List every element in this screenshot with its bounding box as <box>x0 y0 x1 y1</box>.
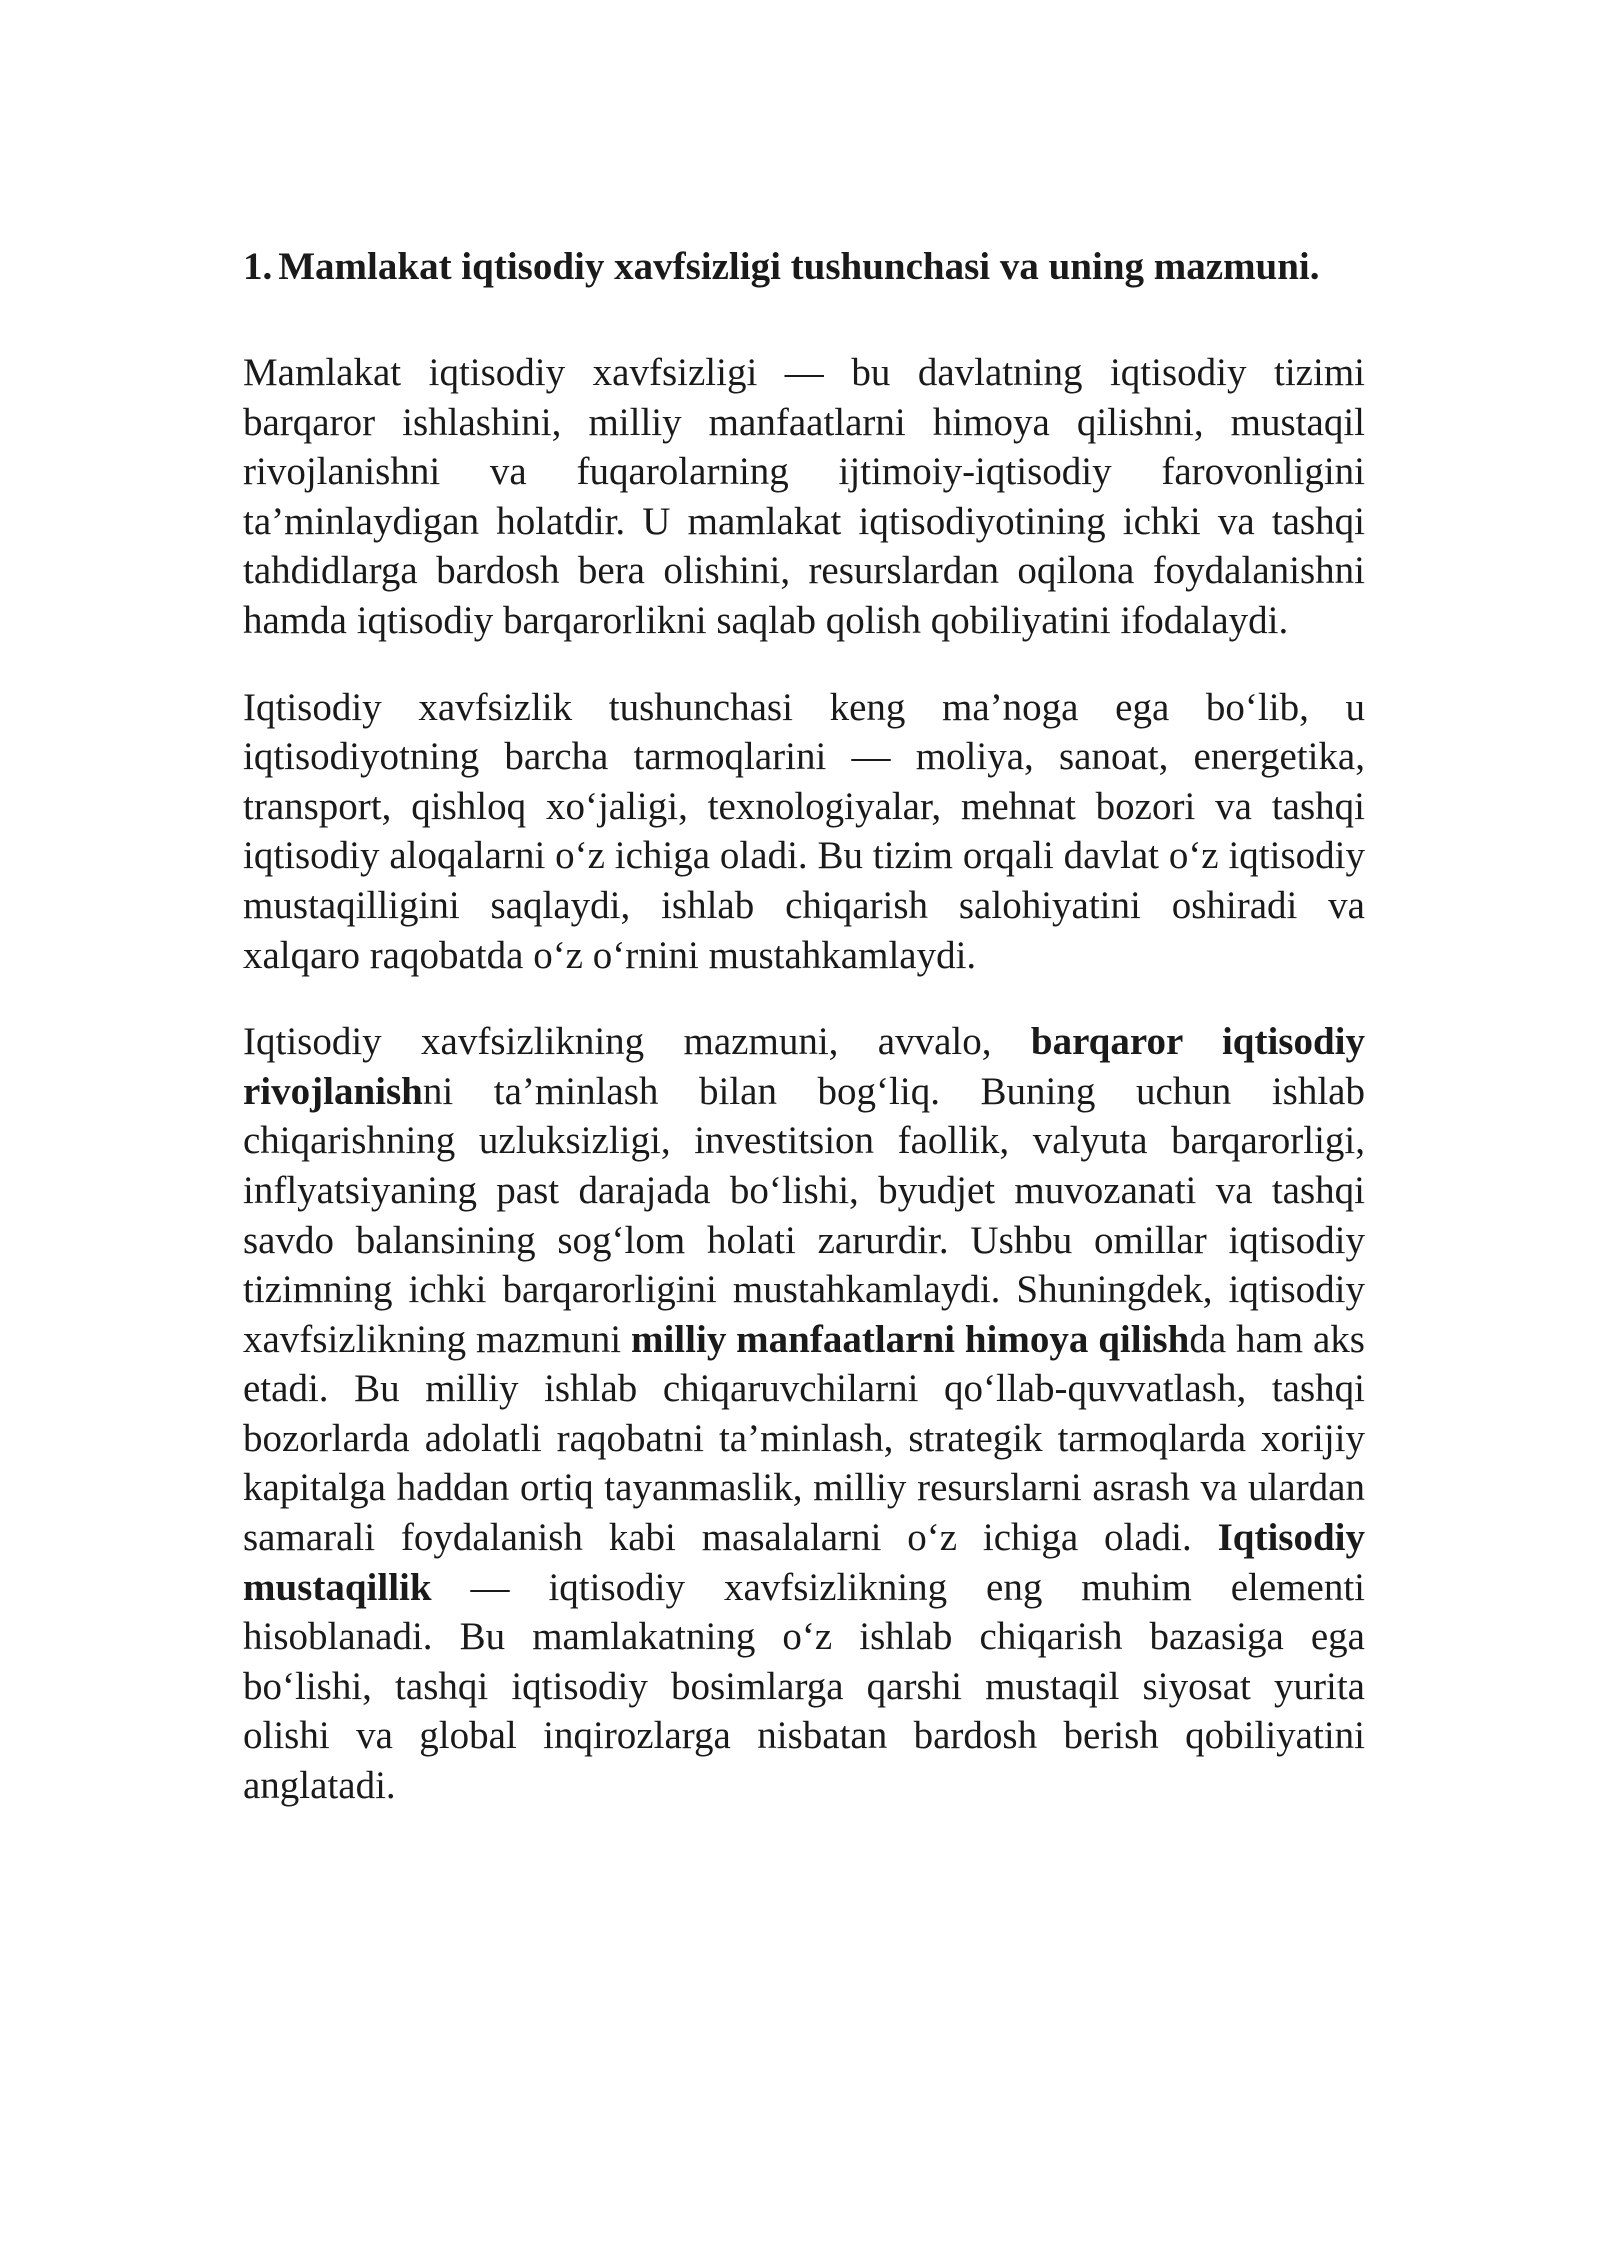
section-number: 1. <box>243 245 273 288</box>
section-title: Mamlakat iqtisodiy xavfsizligi tushunchasi va uning mazmuni. <box>278 245 1320 288</box>
paragraph-definition: Mamlakat iqtisodiy xavfsizligi — bu davlatning iqtisodiy tizimi barqaror ishlashini, milliy manfaatlarni himoya qilishni, mustaqil rivojlanishni va fuqarolarning ijtimoiy-iqtisodiy farovonligini ta’minlaydigan holatdir. U mamlakat iqtisodiyotining ichki va tashqi tahdidlarga bardosh bera olishini, resurslardan oqilona foydalanishni hamda iqtisodiy barqarorlikni saqlab qolish qobiliyatini ifodalaydi. <box>243 351 1365 642</box>
text-run: Iqtisodiy xavfsizlikning mazmuni, avvalo, <box>243 1020 1031 1064</box>
text-run: ni ta’minlash bilan bog‘liq. Buning uchun ishlab chiqarishning uzluksizligi, investitsion faollik, valyuta barqarorligi, inflyatsiyaning past darajada bo‘lishi, byudjet muvozanati va tashqi savdo balansining sog‘lom holati zarurdir. Ushbu omillar iqtisodiy tizimning ichki barqarorligini mustahkamlaydi. Shuningdek, iqtisodiy xavfsizlikning mazmuni <box>243 1069 1365 1361</box>
text-run: — iqtisodiy xavfsizlikning eng muhim elementi hisoblanadi. Bu mamlakatning o‘z ishlab chiqarish bazasiga ega bo‘lishi, tashqi iqtisodiy bosimlarga qarshi mustaqil siyosat yurita olishi va global inqirozlarga nisbatan bardosh berish qobiliyatini anglatadi. <box>243 1565 1365 1808</box>
section-heading <box>243 242 1365 292</box>
bold-term-national-interests: milliy manfaatlarni himoya qilish <box>630 1317 1190 1361</box>
bold-term-stable-development: barqaror iqtisodiy rivojlanish <box>243 1020 1365 1113</box>
bold-term-economic-independence: Iqtisodiy mustaqillik <box>243 1516 1365 1609</box>
text-run: da ham aks etadi. Bu milliy ishlab chiqaruvchilarni qo‘llab-quvvatlash, tashqi bozorlarda adolatli raqobatni ta’minlash, strategik tarmoqlarda xorijiy kapitalga haddan ortiq tayanmaslik, milliy resurslarni asrash va ulardan samarali foydalanish kabi masalalarni o‘z ichiga oladi. <box>243 1317 1365 1560</box>
paragraph-content <box>243 1017 1365 1811</box>
paragraph-scope: Iqtisodiy xavfsizlik tushunchasi keng ma’noga ega bo‘lib, u iqtisodiyotning barcha tarmoqlarini — moliya, sanoat, energetika, transport, qishloq xo‘jaligi, texnologiyalar, mehnat bozori va tashqi iqtisodiy aloqalarni o‘z ichiga oladi. Bu tizim orqali davlat o‘z iqtisodiy mustaqilligini saqlaydi, ishlab chiqarish salohiyatini oshiradi va xalqaro raqobatda o‘z o‘rnini mustahkamlaydi. <box>243 685 1365 977</box>
document-page <box>243 242 1365 1848</box>
